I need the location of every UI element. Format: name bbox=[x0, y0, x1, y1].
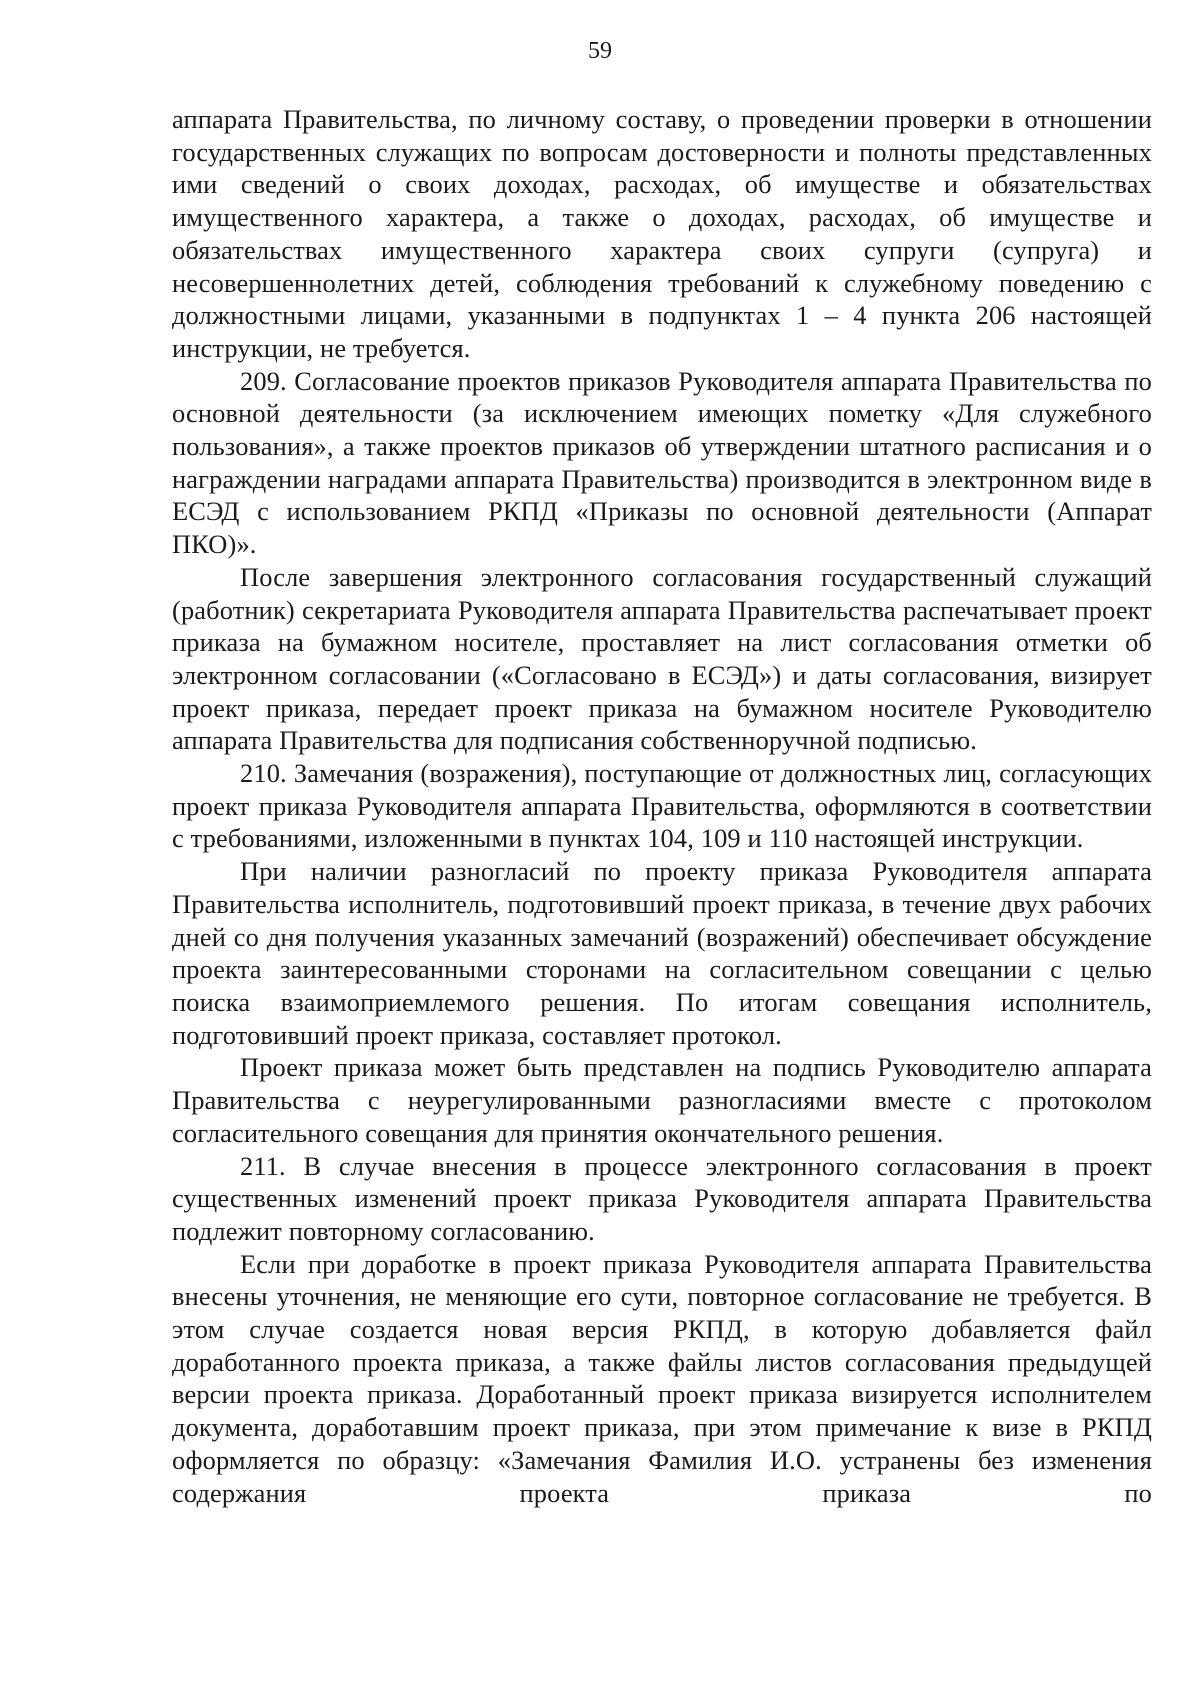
paragraph-disagreements: При наличии разногласий по проекту приказа Руководителя аппарата Правительства исполнитель, подготовивший проект приказа, в течение двух рабочих дней со дня получения указанных замечаний (возражений) обеспечивает обсуждение проекта заинтересованными сторонами на согласительном совещании с целью поиска взаимоприемлемого решения. По итогам совещания исполнитель, подготовивший проект приказа, составляет протокол. bbox=[172, 856, 1152, 1050]
document-body bbox=[172, 103, 1152, 1509]
paragraph-210: 210. Замечания (возражения), поступающие от должностных лиц, согласующих проект приказа Руководителя аппарата Правительства, оформляются в соответствии с требованиями, изложенными в пунктах 104, 109 и 110 настоящей инструкции. bbox=[172, 758, 1152, 854]
page-number: 59 bbox=[588, 38, 612, 64]
paragraph-revision: Если при доработке в проект приказа Руководителя аппарата Правительства внесены уточнения, не меняющие его сути, повторное согласование не требуется. В этом случае создается новая версия РКПД, в которую добавляется файл доработанного проекта приказа, а также файлы листов согласования предыдущей версии проекта приказа. Доработанный проект приказа визируется исполнителем документа, доработавшим проект приказа, при этом примечание к визе в РКПД оформляется по образцу: «Замечания Фамилия И.О. устранены без изменения содержания проекта приказа по bbox=[172, 1248, 1152, 1508]
paragraph-signature-submission: Проект приказа может быть представлен на подпись Руководителю аппарата Правительства с неурегулированными разногласиями вместе с протоколом согласительного совещания для принятия окончательного решения. bbox=[172, 1052, 1152, 1148]
paragraph-continuation: аппарата Правительства, по личному составу, о проведении проверки в отношении государственных служащих по вопросам достоверности и полноты представленных ими сведений о своих доходах, расходах, об имуществе и обязательствах имущественного характера, а также о доходах, расходах, об имуществе и обязательствах имущественного характера своих супруги (супруга) и несовершеннолетних детей, соблюдения требований к служебному поведению с должностными лицами, указанными в подпунктах 1 – 4 пункта 206 настоящей инструкции, не требуется. bbox=[172, 104, 1152, 363]
paragraph-209: 209. Согласование проектов приказов Руководителя аппарата Правительства по основной деятельности (за исключением имеющих пометку «Для служебного пользования», а также проектов приказов об утверждении штатного расписания и о награждении наградами аппарата Правительства) производится в электронном виде в ЕСЭД с использованием РКПД «Приказы по основной деятельности (Аппарат ПКО)». bbox=[172, 365, 1152, 560]
paragraph-211: 211. В случае внесения в процессе электронного согласования в проект существенных изменений проект приказа Руководителя аппарата Правительства подлежит повторному согласованию. bbox=[172, 1150, 1152, 1246]
paragraph-after-approval: После завершения электронного согласования государственный служащий (работник) секретариата Руководителя аппарата Правительства распечатывает проект приказа на бумажном носителе, проставляет на лист согласования отметки об электронном согласовании («Согласовано в ЕСЭД») и даты согласования, визирует проект приказа, передает проект приказа на бумажном носителе Руководителю аппарата Правительства для подписания собственноручной подписью. bbox=[172, 561, 1152, 756]
